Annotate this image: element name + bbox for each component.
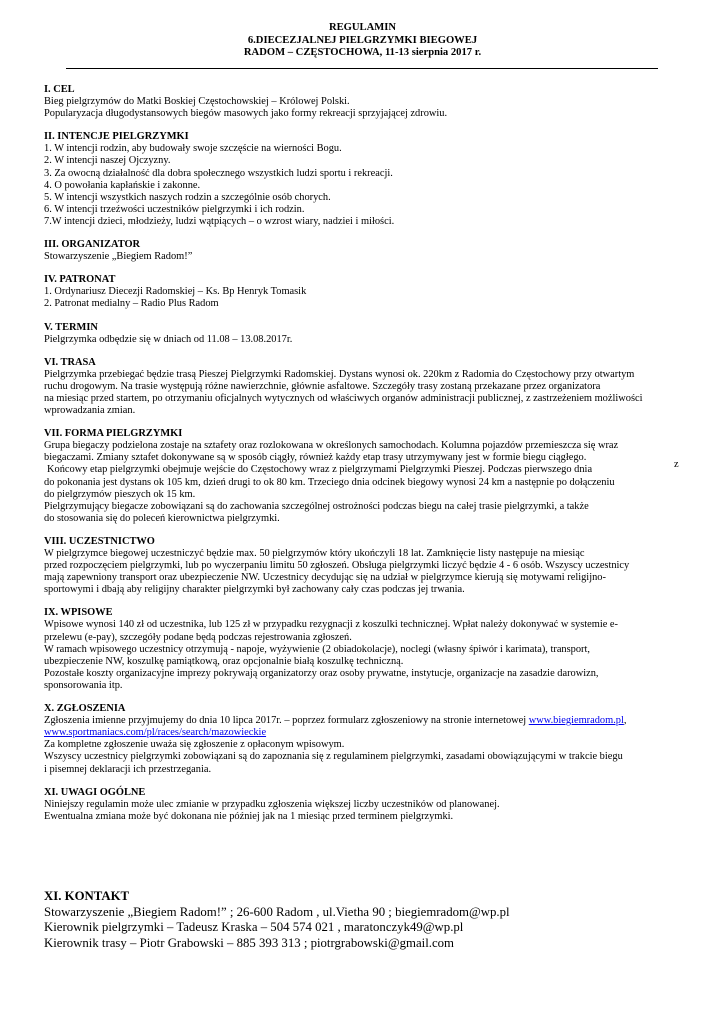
section-uwagi: [44, 787, 684, 823]
contact-line: Kierownik pielgrzymki – Tadeusz Kraska – 504 574 021 , maratonczyk49@wp.pl: [44, 920, 464, 935]
section-zgloszenia: [44, 703, 684, 776]
section-line: Bieg pielgrzymów do Matki Boskiej Częstochowskiej – Królowej Polski.: [44, 96, 350, 108]
section-line: do stosowania się do poleceń kierownictwa pielgrzymki.: [44, 512, 280, 524]
section-line: 3. Za owocną działalność dla dobra społecznego wszystkich ludzi sportu i rekreacji.: [44, 167, 393, 179]
section-kontakt: [44, 889, 684, 951]
header-event-name: 6.DIECEZJALNEJ PIELGRZYMKI BIEGOWEJ: [247, 34, 478, 46]
section-line: Pielgrzymujący biegacze zobowiązani są do zachowania szczególnej ostrożności podczas biegu na całej trasie pielgrzymki, a także: [44, 500, 589, 512]
header-route-date: RADOM – CZĘSTOCHOWA, 11-13 sierpnia 2017 r.: [243, 47, 482, 58]
section-heading: VIII. UCZESTNICTWO: [44, 535, 155, 547]
document-header: [0, 22, 725, 60]
section-line: ruchu drogowym. Na trasie występują różne nawierzchnie, głównie asfaltowe. Szczegóły trasy zostaną przekazane przez organizatora: [44, 380, 601, 392]
section-line: [44, 727, 684, 739]
section-line: 1. W intencji rodzin, aby budowały swoje szczęście na wierności Bogu.: [44, 143, 342, 155]
section-heading: III. ORGANIZATOR: [44, 239, 141, 251]
contact-line: Stowarzyszenie „Biegiem Radom!” ; 26-600 Radom , ul.Vietha 90 ; biegiemradom@wp.pl: [44, 905, 510, 920]
section-line: Końcowy etap pielgrzymki obejmuje wejście do Częstochowy wraz z pielgrzymami Pielgrzymki Pieszej. Podczas pierwszego dnia: [47, 464, 593, 476]
section-line: i pisemnej deklaracji ich przestrzegania.: [44, 763, 212, 775]
section-heading: VI. TRASA: [44, 356, 96, 368]
section-line: sponsorowania itp.: [44, 679, 123, 691]
section-heading: II. INTENCJE PIELGRZYMKI: [44, 131, 189, 143]
section-line: ubezpieczenie NW, koszulkę pamiątkową, oraz opcjonalnie białą koszulkę techniczną.: [44, 655, 404, 667]
section-heading: IV. PATRONAT: [44, 274, 116, 286]
zgloszenia-comma: ,: [623, 715, 627, 727]
section-line: 5. W intencji wszystkich naszych rodzin a szczególnie osób chorych.: [44, 191, 331, 203]
section-line: W ramach wpisowego uczestnicy otrzymują - napoje, wyżywienie (2 obiadokolacje), noclegi (własny śpiwór i karimata), transport,: [44, 643, 591, 655]
section-uczestnictwo: [44, 536, 684, 596]
section-termin: [44, 322, 684, 346]
section-patronat: [44, 274, 684, 310]
section-heading: I. CEL: [44, 84, 75, 95]
section-line: Pielgrzymka przebiegać będzie trasą Pieszej Pielgrzymki Radomskiej. Dystans wynosi ok. 220km z Radomia do Częstochowy przy otwartym: [44, 368, 635, 380]
document-body: [44, 84, 684, 834]
section-cel: [44, 84, 684, 120]
section-line: Grupa biegaczy podzielona zostaje na sztafety oraz rozlokowana w określonych samochodach. Kolumna pojazdów przemieszcza się wraz: [44, 440, 619, 452]
header-title: REGULAMIN: [328, 22, 397, 33]
section-line: przelewu (e-pay), szczegóły podane będą podczas rejestrowania zgłoszeń.: [44, 631, 352, 643]
section-heading: V. TERMIN: [44, 321, 98, 333]
sportmaniacs-link[interactable]: www.sportmaniacs.com/pl/races/search/mazowieckie: [44, 727, 267, 739]
section-line: na miesiąc przed startem, po otrzymaniu oficjalnych wytycznych od właściwych organów administracji publicznej, z zastrzeżeniem możliwości: [44, 392, 643, 404]
section-line: 6. W intencji trzeźwości uczestników pielgrzymki i ich rodzin.: [44, 203, 305, 215]
biegiemradom-link[interactable]: www.biegiemradom.pl: [528, 715, 624, 727]
section-line: [44, 715, 684, 727]
zgloszenia-text: Zgłoszenia imienne przyjmujemy do dnia 10 lipca 2017r. – poprzez formularz zgłoszeniowy na stronie internetowej: [44, 715, 529, 727]
section-line: 1. Ordynariusz Diecezji Radomskiej – Ks. Bp Henryk Tomasik: [44, 286, 307, 298]
section-line: mają zapewniony transport oraz ubezpieczenie NW. Uczestnicy decydując się na udział w pielgrzymce kierują się motywami religijno-: [44, 572, 606, 584]
section-line: Popularyzacja długodystansowych biegów masowych jako formy rekreacji sprzyjającej zdrowiu.: [44, 108, 448, 120]
section-heading: XI. UWAGI OGÓLNE: [44, 786, 146, 798]
section-line: Wszyscy uczestnicy pielgrzymki zobowiązani są do zapoznania się z regulaminem pielgrzymki, zasadami obowiązującymi w trakcie biegu: [44, 751, 623, 763]
contact-line: Kierownik trasy – Piotr Grabowski – 885 393 313 ; piotrgrabowski@gmail.com: [44, 935, 454, 950]
section-heading: XI. KONTAKT: [44, 889, 130, 903]
section-heading: X. ZGŁOSZENIA: [44, 703, 126, 715]
section-line: Stowarzyszenie „Biegiem Radom!”: [44, 251, 193, 263]
section-forma: [44, 428, 684, 525]
section-line: Pozostałe koszty organizacyjne imprezy pokrywają organizatorzy oraz osoby prywatne, instytucje, organizacje na zasadzie darowizn,: [44, 667, 599, 679]
section-line: biegaczami. Zmiany sztafet dokonywane są w sposób ciągły, również każdy etap trasy utrzymywany jest w formie biegu ciągłego.: [44, 452, 587, 464]
section-heading: VII. FORMA PIELGRZYMKI: [44, 428, 183, 440]
section-line: 2. W intencji naszej Ojczyzny.: [44, 155, 171, 167]
section-line: Niniejszy regulamin może ulec zmianie w przypadku zgłoszenia większej liczby uczestników od planowanej.: [44, 798, 500, 810]
section-line: do pokonania jest dystans ok 105 km, dzień drugi to ok 80 km. Trzeciego dnia odcinek biegowy wynosi 24 km a następnie po dołączeniu: [44, 476, 615, 488]
section-organizator: [44, 239, 684, 263]
section-line: 4. O powołania kapłańskie i zakonne.: [44, 179, 201, 191]
section-line: 7.W intencji dzieci, młodzieży, ludzi wątpiących – o wzrost wiary, nadziei i miłości.: [44, 215, 395, 227]
section-heading: IX. WPISOWE: [44, 607, 113, 619]
section-line: przed rozpoczęciem pielgrzymki, lub po wyczerpaniu limitu 50 zgłoszeń. Obsługa pielgrzymki liczyć będzie 4 - 6 osób. Wszyscy uczestnicy: [44, 560, 630, 572]
stray-character: z: [674, 459, 679, 470]
header-divider: [66, 68, 658, 69]
section-line: sportowymi i dbają aby religijny charakter pielgrzymki był zachowany cały czas podczas jej trwania.: [44, 584, 465, 596]
section-line: Pielgrzymka odbędzie się w dniach od 11.08 – 13.08.2017r.: [44, 333, 293, 345]
section-line: Wpisowe wynosi 140 zł od uczestnika, lub 125 zł w przypadku rezygnacji z koszulki technicznej. Wpłat należy dokonywać w systemie e-: [44, 619, 619, 631]
section-intencje: [44, 131, 684, 228]
section-line: 2. Patronat medialny – Radio Plus Radom: [44, 298, 219, 310]
section-line: wprowadzania zmian.: [44, 405, 136, 417]
section-line: Za kompletne zgłoszenie uważa się zgłoszenie z opłaconym wpisowym.: [44, 739, 345, 751]
section-trasa: [44, 357, 684, 417]
section-line: Ewentualna zmiana może być dokonana nie później jak na 1 miesiąc przed terminem pielgrzymki.: [44, 810, 454, 822]
section-line: W pielgrzymce biegowej uczestniczyć będzie max. 50 pielgrzymów który ukończyli 18 lat. Zamknięcie listy następuje na miesiąc: [44, 548, 585, 559]
section-wpisowe: [44, 607, 684, 692]
section-line: do pielgrzymów pieszych ok 15 km.: [44, 488, 196, 500]
